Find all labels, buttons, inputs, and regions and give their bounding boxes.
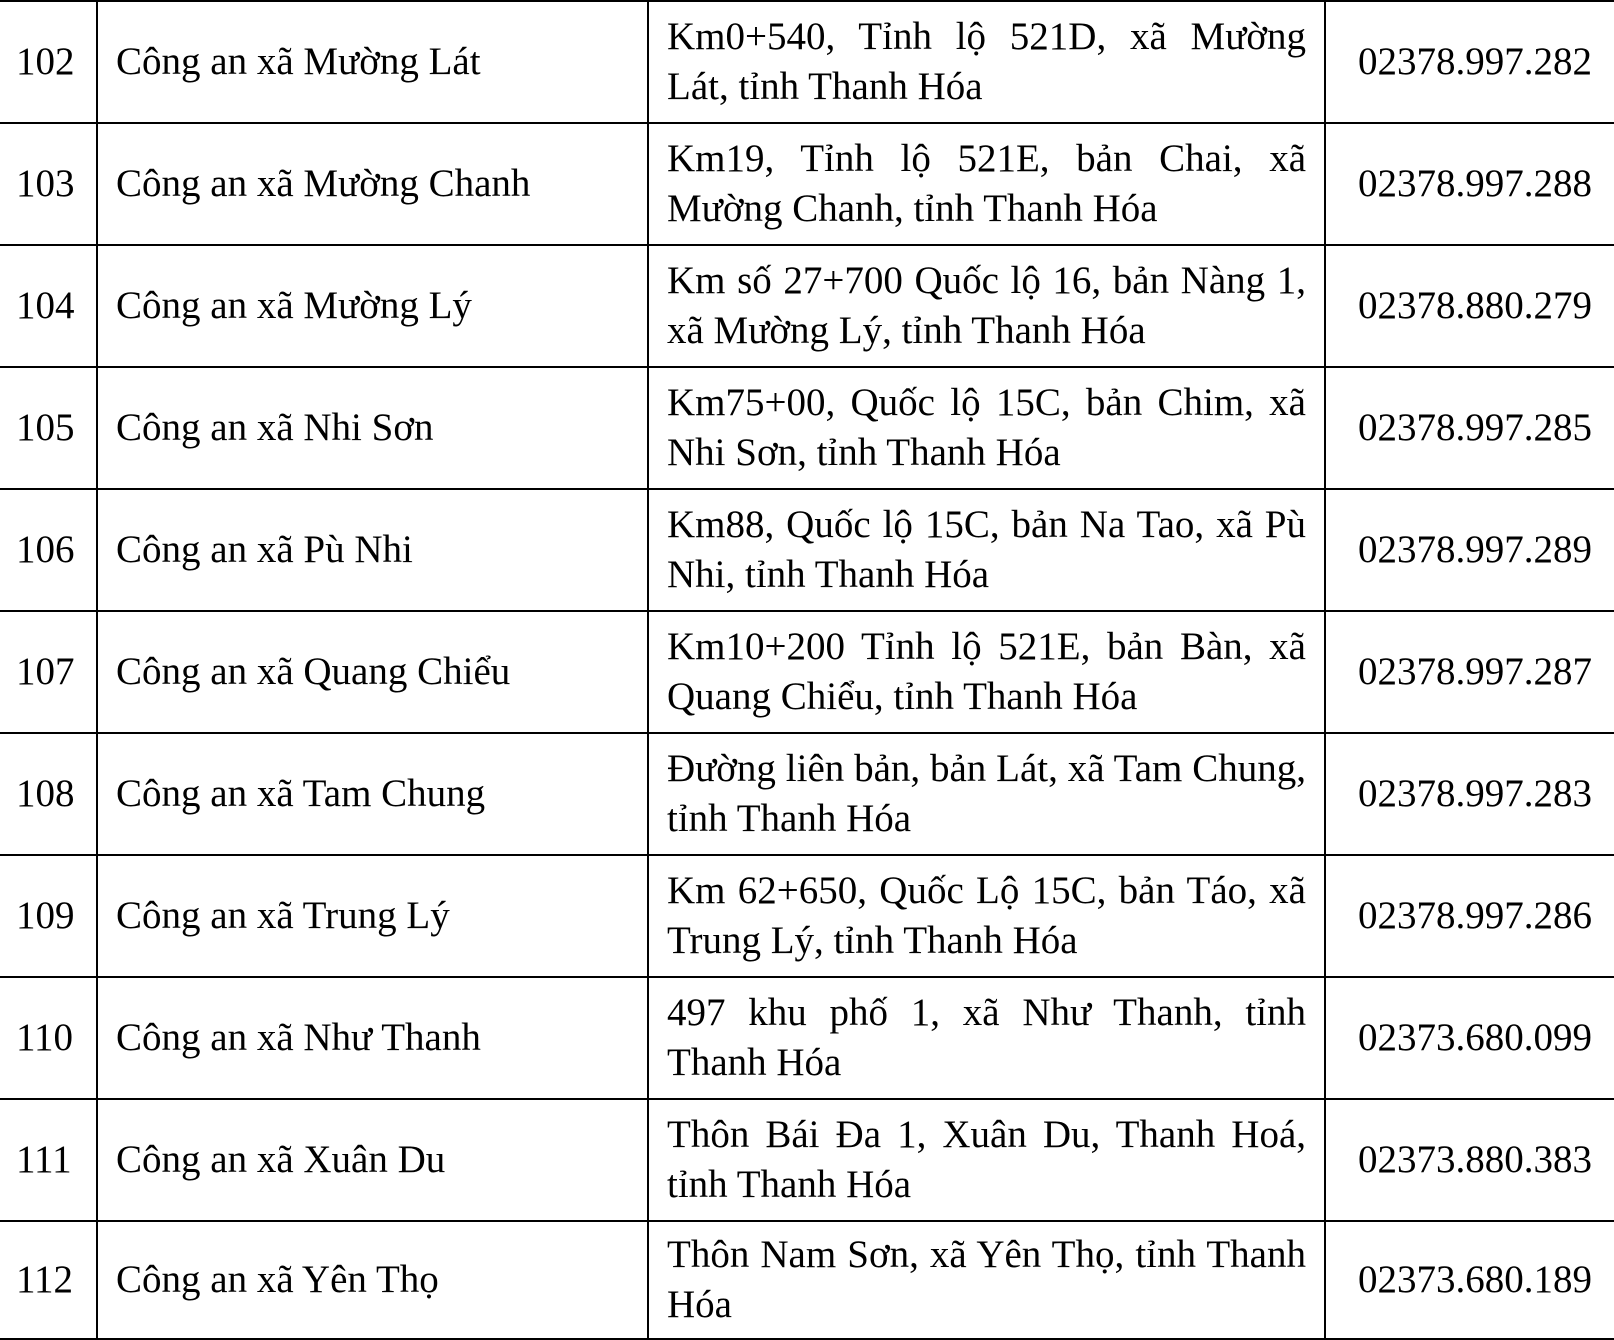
table-row xyxy=(0,733,1614,855)
row-number-cell: 105 xyxy=(0,367,97,489)
address-cell: Km0+540, Tỉnh lộ 521D, xã Mường Lát, tỉnh Thanh Hóa xyxy=(648,1,1325,123)
table-row xyxy=(0,977,1614,1099)
unit-name-cell: Công an xã Xuân Du xyxy=(97,1099,648,1221)
row-number-cell: 108 xyxy=(0,733,97,855)
table-row xyxy=(0,367,1614,489)
phone-number-cell: 02373.680.099 xyxy=(1325,977,1614,1099)
phone-number-cell: 02378.997.286 xyxy=(1325,855,1614,977)
unit-name-cell: Công an xã Trung Lý xyxy=(97,855,648,977)
unit-name-cell: Công an xã Mường Chanh xyxy=(97,123,648,245)
phone-number-cell: 02378.997.289 xyxy=(1325,489,1614,611)
table-row xyxy=(0,123,1614,245)
row-number-cell: 110 xyxy=(0,977,97,1099)
row-number-cell: 104 xyxy=(0,245,97,367)
phone-number-cell: 02378.997.285 xyxy=(1325,367,1614,489)
unit-name-cell: Công an xã Quang Chiểu xyxy=(97,611,648,733)
table-row xyxy=(0,489,1614,611)
table-row xyxy=(0,245,1614,367)
unit-name-cell: Công an xã Nhi Sơn xyxy=(97,367,648,489)
unit-name-cell: Công an xã Tam Chung xyxy=(97,733,648,855)
address-cell: 497 khu phố 1, xã Như Thanh, tỉnh Thanh Hóa xyxy=(648,977,1325,1099)
row-number-cell: 107 xyxy=(0,611,97,733)
table-row xyxy=(0,1221,1614,1339)
unit-name-cell: Công an xã Mường Lát xyxy=(97,1,648,123)
row-number-cell: 103 xyxy=(0,123,97,245)
unit-name-cell: Công an xã Mường Lý xyxy=(97,245,648,367)
row-number-cell: 109 xyxy=(0,855,97,977)
unit-name-cell: Công an xã Yên Thọ xyxy=(97,1221,648,1339)
row-number-cell: 111 xyxy=(0,1099,97,1221)
address-cell: Km75+00, Quốc lộ 15C, bản Chim, xã Nhi Sơn, tỉnh Thanh Hóa xyxy=(648,367,1325,489)
phone-number-cell: 02373.680.189 xyxy=(1325,1221,1614,1339)
row-number-cell: 106 xyxy=(0,489,97,611)
address-cell: Đường liên bản, bản Lát, xã Tam Chung, tỉnh Thanh Hóa xyxy=(648,733,1325,855)
address-cell: Km88, Quốc lộ 15C, bản Na Tao, xã Pù Nhi, tỉnh Thanh Hóa xyxy=(648,489,1325,611)
address-cell: Km19, Tỉnh lộ 521E, bản Chai, xã Mường Chanh, tỉnh Thanh Hóa xyxy=(648,123,1325,245)
address-cell: Km 62+650, Quốc Lộ 15C, bản Táo, xã Trung Lý, tỉnh Thanh Hóa xyxy=(648,855,1325,977)
table-row xyxy=(0,611,1614,733)
unit-name-cell: Công an xã Như Thanh xyxy=(97,977,648,1099)
address-cell: Thôn Bái Đa 1, Xuân Du, Thanh Hoá, tỉnh Thanh Hóa xyxy=(648,1099,1325,1221)
address-cell: Thôn Nam Sơn, xã Yên Thọ, tỉnh Thanh Hóa xyxy=(648,1221,1325,1339)
phone-number-cell: 02378.880.279 xyxy=(1325,245,1614,367)
phone-number-cell: 02378.997.287 xyxy=(1325,611,1614,733)
unit-name-cell: Công an xã Pù Nhi xyxy=(97,489,648,611)
table-row xyxy=(0,1,1614,123)
phone-number-cell: 02378.997.288 xyxy=(1325,123,1614,245)
table-body xyxy=(0,1,1614,1339)
phone-number-cell: 02378.997.282 xyxy=(1325,1,1614,123)
row-number-cell: 102 xyxy=(0,1,97,123)
table-row xyxy=(0,1099,1614,1221)
phone-number-cell: 02378.997.283 xyxy=(1325,733,1614,855)
phone-number-cell: 02373.880.383 xyxy=(1325,1099,1614,1221)
address-cell: Km số 27+700 Quốc lộ 16, bản Nàng 1, xã Mường Lý, tỉnh Thanh Hóa xyxy=(648,245,1325,367)
row-number-cell: 112 xyxy=(0,1221,97,1339)
address-cell: Km10+200 Tỉnh lộ 521E, bản Bàn, xã Quang Chiểu, tỉnh Thanh Hóa xyxy=(648,611,1325,733)
table-row xyxy=(0,855,1614,977)
